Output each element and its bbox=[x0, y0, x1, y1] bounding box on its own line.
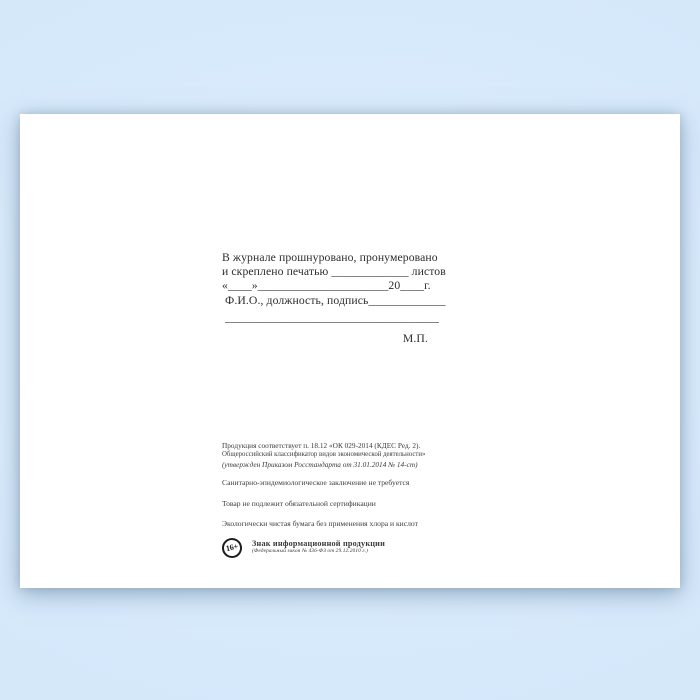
publisher-info-block bbox=[222, 441, 482, 558]
stamp-line-5-blank: ____________________________________ bbox=[225, 310, 439, 324]
ecology-statement: Экологически чистая бумага без применения хлора и кислот bbox=[222, 519, 418, 529]
age-16-plus-icon: 16+ bbox=[220, 537, 244, 561]
journal-back-page bbox=[20, 114, 680, 588]
compliance-statement bbox=[222, 441, 482, 469]
compliance-line-1: Продукция соответствует п. 18.12 «ОК 029-2014 (КДЕС Ред. 2). bbox=[222, 441, 421, 450]
compliance-line-2: Общероссийский классификатор видов экономической деятельности» bbox=[222, 451, 426, 459]
age-restriction-row bbox=[222, 538, 482, 558]
seal-place-label: М.П. bbox=[402, 332, 428, 346]
certification-statement: Товар не подлежит обязательной сертификации bbox=[222, 498, 376, 508]
age-restriction-text bbox=[252, 538, 385, 555]
lacing-certification-block bbox=[222, 251, 446, 346]
age-restriction-title: Знак информационной продукции bbox=[252, 539, 385, 549]
stamp-line-2: и скреплено печатью _____________ листов bbox=[222, 265, 446, 279]
sanitary-statement: Санитарно-эпидемиологическое заключение не требуется bbox=[222, 478, 410, 488]
age-restriction-law: (Федеральный закон № 436-ФЗ от 29.12.2010 г.) bbox=[252, 548, 368, 555]
compliance-line-3: (утвержден Приказом Росстандарта от 31.01.2014 № 14-ст) bbox=[222, 459, 418, 469]
stamp-line-3-date: «____»______________________20____г. bbox=[222, 279, 431, 293]
stamp-line-4-signature: Ф.И.О., должность, подпись_____________ bbox=[225, 293, 446, 307]
stamp-line-1: В журнале прошнуровано, пронумеровано bbox=[222, 251, 438, 264]
